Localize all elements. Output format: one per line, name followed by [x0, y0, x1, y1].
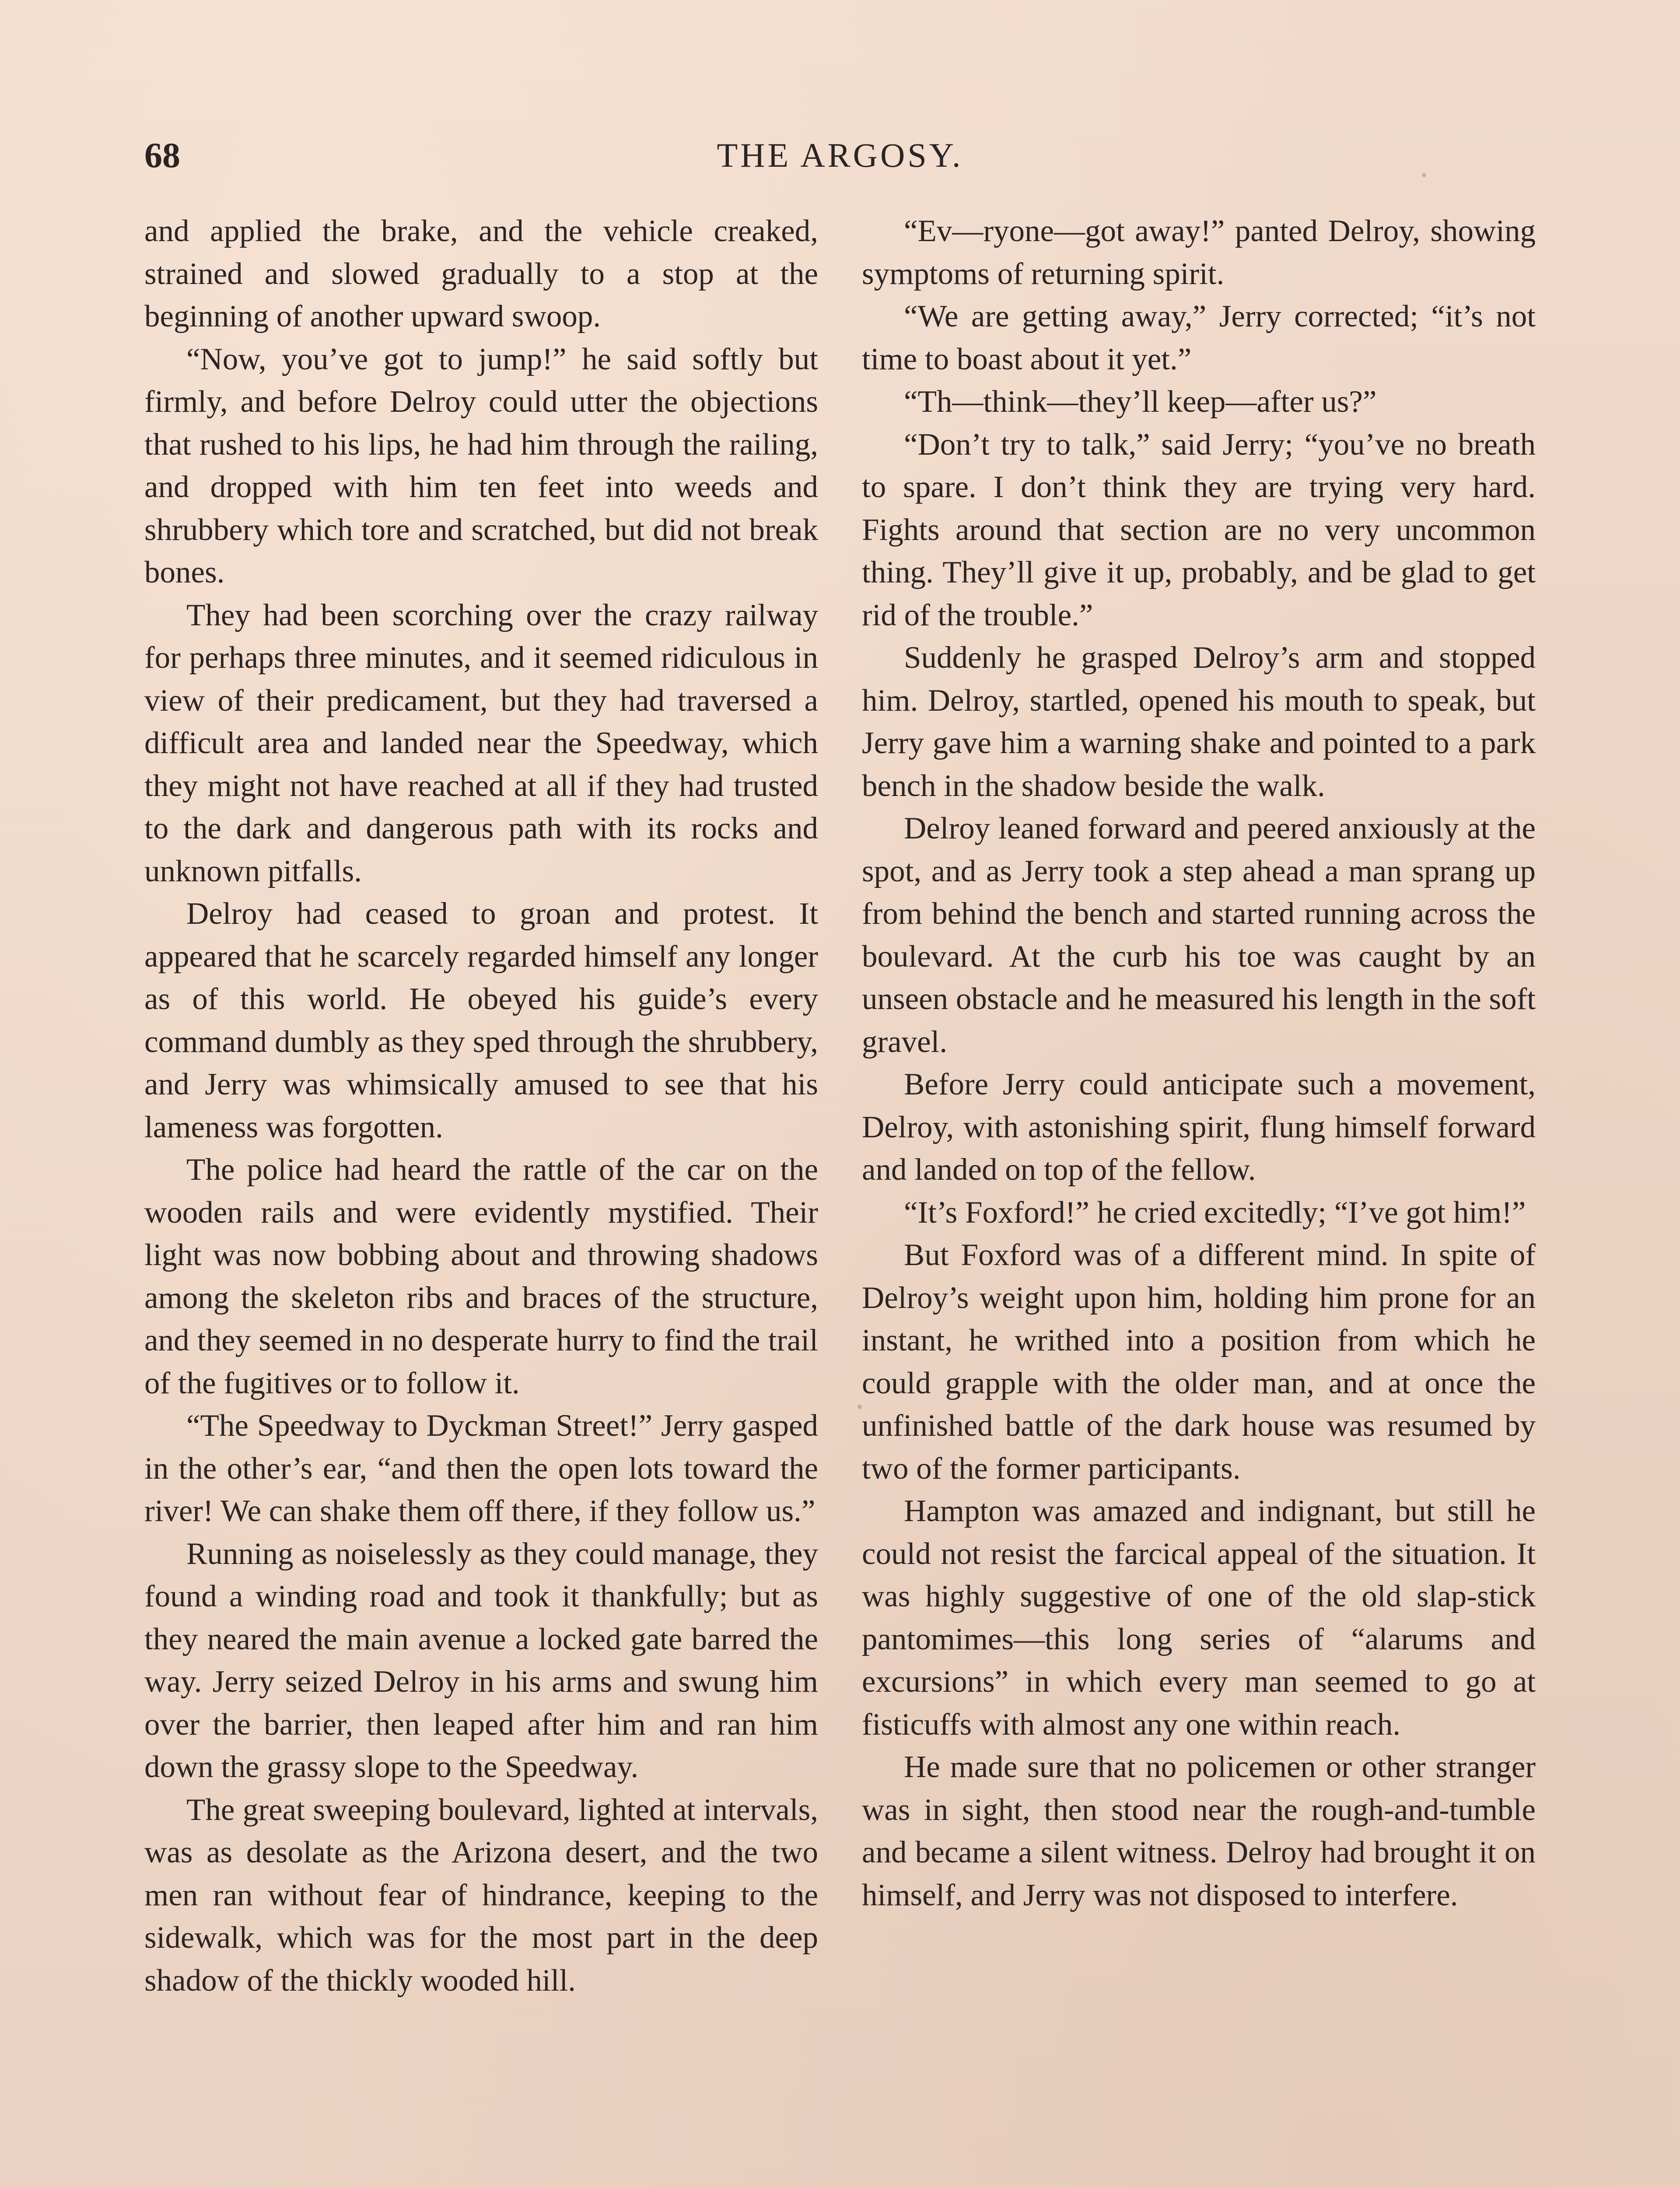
paper-speck: [1422, 173, 1426, 177]
left-column-paragraph: Running as noiselessly as they could manage, they found a winding road and took it thankfully; but as they neared the main avenue a locked gate barred the way. Jerry seized Delroy in his arms and swung him over the barrier, then leaped after him and ran him down the grassy slope to the Speedway.: [144, 1536, 818, 1784]
right-column-paragraph: “We are getting away,” Jerry corrected; “it’s not time to boast about it yet.”: [862, 299, 1536, 376]
left-column-paragraph: They had been scorching over the crazy railway for perhaps three minutes, and it seemed ridiculous in view of their predicament, but they had traversed a difficult area and landed near the Speedway, which they might not have reached at all if they had trusted to the dark and dangerous path with its rocks and unknown pitfalls.: [144, 598, 818, 888]
left-column: [144, 210, 818, 2188]
left-column-paragraph: The police had heard the rattle of the car on the wooden rails and were evidently mystified. Their light was now bobbing about and throwing shadows among the skeleton ribs and braces of the structure, and they seemed in no desperate hurry to find the trail of the fugitives or to follow it.: [144, 1153, 818, 1400]
right-column-paragraph: Hampton was amazed and indignant, but still he could not resist the farcical appeal of the situation. It was highly suggestive of one of the old slap-stick pantomimes—this long series of “alarums and excursions” in which every man seemed to go at fisticuffs with almost any one within reach.: [862, 1494, 1536, 1742]
right-column: [862, 210, 1536, 2188]
right-column-paragraph: “Th—think—they’ll keep—after us?”: [904, 385, 1377, 419]
right-column-paragraph: Suddenly he grasped Delroy’s arm and stopped him. Delroy, startled, opened his mouth to speak, but Jerry gave him a warning shake and pointed to a park bench in the shadow beside the walk.: [862, 641, 1536, 803]
right-column-paragraph: But Foxford was of a different mind. In spite of Delroy’s weight upon him, holding him prone for an instant, he writhed into a position from which he could grapple with the older man, and at once the unfinished battle of the dark house was resumed by two of the former participants.: [862, 1238, 1536, 1486]
right-column-paragraph: “Ev—ryone—got away!” panted Delroy, showing symptoms of returning spirit.: [862, 214, 1536, 291]
left-column-paragraph: Delroy had ceased to groan and protest. It appeared that he scarcely regarded himself any longer as of this world. He obeyed his guide’s every command dumbly as they sped through the shrubbery, and Jerry was whimsically amused to see that his lameness was forgotten.: [144, 897, 818, 1144]
paper-speck: [858, 1405, 862, 1409]
left-column-paragraph: “The Speedway to Dyckman Street!” Jerry gasped in the other’s ear, “and then the open lots toward the river! We can shake them off there, if they follow us.”: [144, 1409, 818, 1528]
right-column-paragraph: He made sure that no policemen or other stranger was in sight, then stood near the rough-and-tumble and became a silent witness. Delroy had brought it on himself, and Jerry was not disposed to interfere.: [862, 1750, 1536, 1912]
text-columns: [144, 210, 1536, 2188]
right-column-paragraph: Before Jerry could anticipate such a movement, Delroy, with astonishing spirit, flung himself forward and landed on top of the fellow.: [862, 1067, 1536, 1187]
page-number: 68: [144, 135, 180, 175]
right-column-paragraph: “It’s Foxford!” he cried excitedly; “I’ve got him!”: [904, 1195, 1526, 1230]
right-column-paragraph: “Don’t try to talk,” said Jerry; “you’ve no breath to spare. I don’t think they are trying very hard. Fights around that section are no very uncommon thing. They’ll give it up, probably, and be glad to get rid of the trouble.”: [862, 427, 1536, 632]
left-column-paragraph: and applied the brake, and the vehicle creaked, strained and slowed gradually to a stop at the beginning of another upward swoop.: [144, 214, 818, 333]
right-column-paragraph: Delroy leaned forward and peered anxiously at the spot, and as Jerry took a step ahead a man sprang up from behind the bench and started running across the boulevard. At the curb his toe was caught by an unseen obstacle and he measured his length in the soft gravel.: [862, 811, 1536, 1059]
left-column-paragraph: “Now, you’ve got to jump!” he said softly but firmly, and before Delroy could utter the objections that rushed to his lips, he had him through the railing, and dropped with him ten feet into weeds and shrubbery which tore and scratched, but did not break bones.: [144, 342, 818, 589]
page-header: [144, 131, 1536, 179]
running-head: THE ARGOSY.: [717, 136, 963, 174]
left-column-paragraph: The great sweeping boulevard, lighted at intervals, was as desolate as the Arizona desert, and the two men ran without fear of hindrance, keeping to the sidewalk, which was for the most part in the deep shadow of the thickly wooded hill.: [144, 1792, 818, 1998]
